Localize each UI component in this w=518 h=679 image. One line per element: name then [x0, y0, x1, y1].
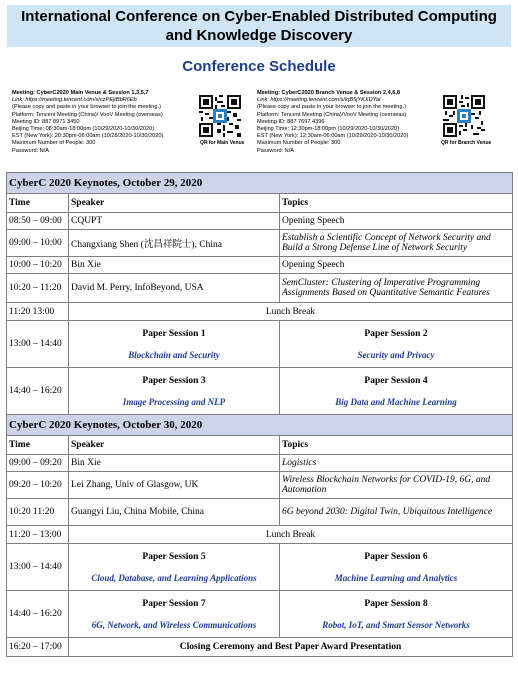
main-venue-line: Platform: Tencent Meeting (China)/ VooV Meeting (overseas): [12, 111, 163, 118]
paper-session-cell: [280, 321, 513, 368]
branch-venue-link[interactable]: Link: https://meeting.tencent.com/s/lqB5jYKXDYai: [257, 97, 381, 104]
session-row: [7, 544, 513, 591]
main-venue-line: Meeting ID: 887 8971 3450: [12, 118, 80, 125]
col-speaker: Speaker: [69, 194, 280, 213]
branch-venue-qr-caption: QR for Branch Venue: [441, 140, 492, 146]
title-banner: [7, 5, 511, 47]
branch-venue-info: [257, 90, 408, 155]
paper-session-title: Paper Session 7: [142, 598, 206, 609]
col-time: Time: [7, 436, 69, 455]
table-row: [7, 472, 513, 499]
paper-session-cell: [69, 321, 280, 368]
paper-session-cell: [280, 544, 513, 591]
conference-title: [7, 7, 511, 45]
col-topics: Topics: [280, 436, 513, 455]
paper-session-name: Cloud, Database, and Learning Applications: [91, 572, 257, 583]
day2-section-title: CyberC 2020 Keynotes, October 30, 2020: [7, 415, 513, 436]
row-speaker: Bin Xie: [69, 455, 280, 472]
title-line-2: and Knowledge Discovery: [165, 27, 353, 44]
row-topic: 6G beyond 2030: Digital Twin, Ubiquitous Intelligence: [280, 499, 513, 526]
row-topic: Opening Speech: [280, 257, 513, 274]
lunch-label: Lunch Break: [69, 526, 513, 544]
main-venue-info: [12, 90, 163, 155]
paper-session-cell: [280, 368, 513, 415]
session-row: [7, 368, 513, 415]
day1-section-title: CyberC 2020 Keynotes, October 29, 2020: [7, 173, 513, 194]
main-venue-qr-caption: QR for Main Venue: [200, 140, 245, 146]
paper-session-title: Paper Session 4: [364, 375, 428, 386]
paper-session-name: Machine Learning and Analytics: [334, 572, 458, 583]
paper-session-name: Blockchain and Security: [128, 349, 220, 360]
table-row: [7, 274, 513, 303]
main-venue-qr-code-icon: [199, 95, 241, 137]
day1-column-headers: [7, 194, 513, 213]
main-venue-line: Password: N/A: [12, 147, 49, 154]
row-speaker: Changxiang Shen (沈昌祥院士), China: [69, 230, 280, 257]
paper-session-name: 6G, Network, and Wireless Communications: [91, 619, 257, 630]
closing-time: 16:20 – 17:00: [7, 638, 69, 657]
row-time: 10:20 – 11:20: [7, 274, 69, 303]
lunch-row: [7, 526, 513, 544]
row-topic: SemCluster: Clustering of Imperative Programming Assignments Based on Quantitative Semantic Features: [280, 274, 513, 303]
paper-session-cell: [69, 591, 280, 638]
paper-session-name: Image Processing and NLP: [122, 396, 226, 407]
paper-session-cell: [280, 591, 513, 638]
closing-row: [7, 638, 513, 657]
session-time: 13:00 – 14:40: [7, 321, 69, 368]
day1-section-header: [7, 173, 513, 194]
row-topic: Wireless Blockchain Networks for COVID-19, 6G, and Automation: [280, 472, 513, 499]
lunch-label: Lunch Break: [69, 303, 513, 321]
paper-session-name: Robot, IoT, and Smart Sensor Networks: [322, 619, 470, 630]
branch-venue-line: (Please copy and paste in your browser to join the meeting.): [257, 104, 406, 111]
row-time: 08:50 – 09:00: [7, 213, 69, 230]
table-row: [7, 213, 513, 230]
row-time: 09:20 – 10:20: [7, 472, 69, 499]
main-venue-line: (Please copy and paste in your browser to join the meeting.): [12, 104, 161, 111]
title-line-1: International Conference on Cyber-Enabled Distributed Computing: [21, 8, 497, 25]
main-venue-line: EST (New York): 20:30pm-06:00am (10/28/2020-10/30/2020): [12, 133, 164, 140]
paper-session-title: Paper Session 3: [142, 375, 206, 386]
table-row: [7, 257, 513, 274]
row-speaker: David M. Perry, InfoBeyond, USA: [69, 274, 280, 303]
main-venue-link[interactable]: Link: https://meeting.tencent.com/s/czPEjtBbR6Eb: [12, 97, 137, 104]
branch-venue-line: Password: N/A: [257, 147, 294, 154]
day2-column-headers: [7, 436, 513, 455]
lunch-time: 11:20 – 13:00: [7, 526, 69, 544]
col-topics: Topics: [280, 194, 513, 213]
paper-session-title: Paper Session 8: [364, 598, 428, 609]
row-speaker: Guangyi Liu, China Mobile, China: [69, 499, 280, 526]
col-speaker: Speaker: [69, 436, 280, 455]
row-time: 10:00 – 10:20: [7, 257, 69, 274]
row-speaker: Lei Zhang, Univ of Glasgow, UK: [69, 472, 280, 499]
branch-venue-qr-code-icon: [443, 95, 485, 137]
paper-session-title: Paper Session 6: [364, 551, 428, 562]
main-venue-line: Meeting: CyberC2020 Main Venue & Session 1,3,5,7: [12, 90, 149, 96]
table-row: [7, 499, 513, 526]
schedule-table: [6, 172, 513, 657]
paper-session-name: Security and Privacy: [357, 349, 435, 360]
lunch-time: 11:20 13:00: [7, 303, 69, 321]
session-row: [7, 321, 513, 368]
row-topic: Logistics: [280, 455, 513, 472]
branch-venue-line: Meeting: CyberC2020 Branch Venue & Session 2,4,6,8: [257, 90, 401, 96]
closing-label: Closing Ceremony and Best Paper Award Presentation: [69, 638, 513, 657]
page-subtitle: Conference Schedule: [182, 58, 336, 75]
paper-session-title: Paper Session 2: [364, 328, 428, 339]
branch-venue-line: EST (New York): 12:30am-06:00am (10/29/2020-10/30/2020): [257, 133, 409, 140]
branch-venue-line: Maximum Number of People: 300: [257, 140, 341, 147]
table-row: [7, 230, 513, 257]
paper-session-cell: [69, 368, 280, 415]
day2-section-header: [7, 415, 513, 436]
paper-session-title: Paper Session 1: [142, 328, 206, 339]
row-topic: Establish a Scientific Concept of Network Security and Build a Strong Defense Line of Network Security: [280, 230, 513, 257]
paper-session-title: Paper Session 5: [142, 551, 206, 562]
session-row: [7, 591, 513, 638]
row-speaker: CQUPT: [69, 213, 280, 230]
row-time: 10:20 11:20: [7, 499, 69, 526]
session-time: 13:00 – 14:40: [7, 544, 69, 591]
row-topic: Opening Speech: [280, 213, 513, 230]
col-time: Time: [7, 194, 69, 213]
branch-venue-line: Platform: Tencent Meeting (China)/VooV Meeting (overseas): [257, 111, 407, 118]
branch-venue-line: Meeting ID: 887 7697 4396: [257, 118, 325, 125]
session-time: 14:40 – 16:20: [7, 368, 69, 415]
table-row: [7, 455, 513, 472]
paper-session-name: Big Data and Machine Learning: [335, 396, 457, 407]
branch-venue-line: Beijing Time: 12:30pm-18:00pm (10/29/2020-10/30/2020): [257, 126, 400, 133]
paper-session-cell: [69, 544, 280, 591]
lunch-row: [7, 303, 513, 321]
main-venue-line: Maximum Number of People: 300: [12, 140, 96, 147]
main-venue-line: Beijing Time: 08:30am-18:00pm (10/29/2020-10/30/2020): [12, 126, 155, 133]
row-time: 09:00 – 10:00: [7, 230, 69, 257]
session-time: 14:40 – 16:20: [7, 591, 69, 638]
row-speaker: Bin Xie: [69, 257, 280, 274]
row-time: 09:00 – 09:20: [7, 455, 69, 472]
